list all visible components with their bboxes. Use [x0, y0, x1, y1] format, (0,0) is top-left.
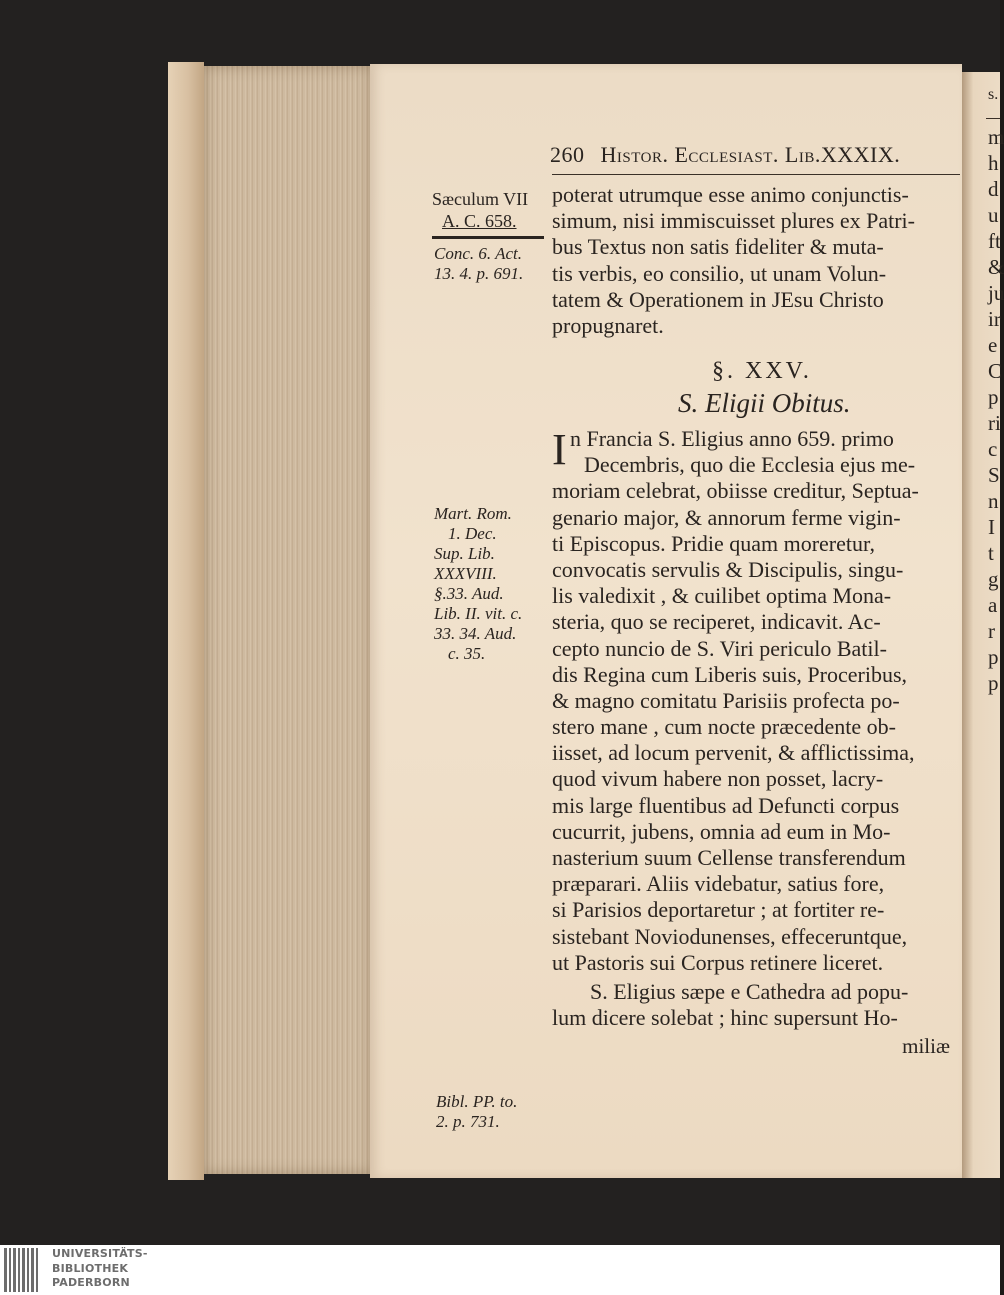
next-page-letter: d	[988, 177, 999, 201]
next-page-letter: ir	[988, 307, 1001, 331]
book-page-edges	[204, 66, 372, 1174]
text-line: S. Eligius sæpe e Cathedra ad popu-	[590, 979, 909, 1004]
margin-line: Sup. Lib.	[434, 544, 495, 563]
text-line: ut Pastoris sui Corpus retinere liceret.	[552, 949, 884, 975]
next-page-letter: m	[988, 125, 1004, 149]
margin-note-saeculum	[432, 188, 552, 239]
section-number: §. XXV.	[712, 358, 812, 384]
next-page-letter: e	[988, 333, 998, 357]
section-title: S. Eligii Obitus.	[678, 388, 851, 418]
text-line: simum, nisi immiscuisset plures ex Patri-	[552, 208, 915, 234]
text-line: si Parisios deportaretur ; at fortiter re-	[552, 897, 885, 923]
margin-note-bibliotheca	[436, 1092, 556, 1132]
text-line: convocatis servulis & Discipulis, singu-	[552, 556, 904, 582]
text-line: cucurrit, jubens, omnia ad eum in Mo-	[552, 818, 891, 844]
margin-line: 2. p. 731.	[436, 1112, 500, 1131]
next-page-letter: u	[988, 203, 999, 227]
text-line: moriam celebrat, obiisse creditur, Septua-	[552, 478, 919, 504]
library-name	[52, 1247, 148, 1291]
text-line: genario major, & annorum ferme vigin-	[552, 504, 901, 530]
text-line: iisset, ad locum pervenit, & afflictissima,	[552, 740, 915, 766]
text-line: Decembris, quo die Ecclesia ejus me-	[584, 452, 916, 478]
text-line: stero mane , cum nocte præcedente ob-	[552, 714, 896, 740]
margin-line: Lib. II. vit. c.	[434, 604, 523, 623]
catchword: miliæ	[902, 1034, 950, 1058]
margin-line: c. 35.	[448, 644, 486, 663]
header-rule	[552, 174, 960, 175]
text-line: dis Regina cum Liberis suis, Proceribus,	[552, 661, 908, 687]
margin-line: Sæculum VII	[432, 189, 529, 209]
text-line: n Francia S. Eligius anno 659. primo	[570, 426, 894, 451]
text-line: poterat utrumque esse animo conjunctis-	[552, 182, 909, 207]
margin-line: Bibl. PP. to.	[436, 1092, 518, 1111]
next-page-letter: p	[988, 385, 999, 409]
paragraph-3	[552, 979, 960, 1031]
running-title: Histor. Ecclesiast. Lib.XXXIX.	[600, 142, 901, 167]
text-line: lum dicere solebat ; hinc supersunt Ho-	[552, 1005, 898, 1031]
next-page-letter: r	[988, 619, 995, 643]
next-page-letter: ju	[988, 281, 1004, 305]
book-page	[370, 64, 962, 1178]
next-page-letter: a	[988, 593, 998, 617]
margin-line: 1. Dec.	[448, 524, 497, 543]
text-line: cepto nuncio de S. Viri periculo Batil-	[552, 635, 887, 661]
margin-line: Conc. 6. Act.	[434, 244, 522, 263]
next-page-header: s.	[988, 86, 999, 103]
text-line: tatem & Operationem in JEsu Christo	[552, 286, 884, 312]
next-page-letter: C	[988, 359, 1003, 383]
text-line: lis valedixit , & cuilibet optima Mona-	[552, 583, 892, 609]
library-name-line: BIBLIOTHEK	[52, 1261, 129, 1275]
text-line: nasterium suum Cellense transferendum	[552, 845, 906, 870]
next-page-letter: h	[988, 151, 999, 175]
paragraph-2	[552, 426, 960, 976]
text-line: ti Episcopus. Pridie quam moreretur,	[552, 530, 875, 556]
next-page-letters	[988, 124, 1004, 696]
book-cover-edge	[168, 62, 204, 1180]
text-line: bus Textus non satis fideliter & muta-	[552, 234, 884, 260]
text-line: sistebant Noviodunenses, effeceruntque,	[552, 923, 908, 949]
next-page-letter: ft	[988, 229, 1001, 253]
text-line: præparari. Aliis videbatur, satius fore,	[552, 871, 885, 897]
paragraph-1	[552, 182, 960, 339]
margin-note-martyrologium	[434, 504, 554, 664]
margin-line: §.33. Aud.	[434, 584, 504, 603]
page-number: 260	[550, 142, 585, 167]
margin-line: 33. 34. Aud.	[434, 624, 517, 643]
margin-note-concilium	[434, 244, 554, 284]
next-page-rule	[986, 118, 1000, 119]
next-page-letter: &	[988, 255, 1004, 279]
next-page-letter: c	[988, 437, 998, 461]
text-line: & magno comitatu Parisiis profecta po-	[552, 687, 900, 713]
text-line: tis verbis, eo consilio, ut unam Volun-	[552, 260, 887, 286]
text-line: steria, quo se reciperet, indicavit. Ac-	[552, 609, 881, 635]
next-page-letter: p	[988, 645, 999, 669]
text-line: quod vivum habere non posset, lacry-	[552, 766, 884, 792]
next-page-letter: t	[988, 541, 994, 565]
margin-line: XXXVIII.	[434, 564, 497, 583]
library-footer	[0, 1245, 1000, 1295]
next-page-edge	[962, 72, 1004, 1178]
library-name-line: UNIVERSITÄTS-	[52, 1247, 148, 1260]
margin-rule	[432, 236, 544, 239]
text-line: mis large fluentibus ad Defuncti corpus	[552, 792, 900, 818]
margin-line: Mart. Rom.	[434, 504, 512, 523]
next-page-letter: p	[988, 671, 999, 695]
next-page-letter: n	[988, 489, 999, 513]
drop-cap: I	[552, 425, 567, 474]
next-page-letter: g	[988, 567, 999, 591]
library-name-line: PADERBORN	[52, 1276, 130, 1289]
margin-line: A. C. 658.	[442, 211, 517, 231]
next-page-letter: I	[988, 515, 995, 539]
running-header	[550, 142, 960, 172]
next-page-letter: ri	[988, 411, 1001, 435]
next-page-letter: S	[988, 463, 1000, 487]
library-logo-icon	[4, 1248, 44, 1292]
margin-line: 13. 4. p. 691.	[434, 264, 524, 283]
text-line: propugnaret.	[552, 312, 664, 338]
